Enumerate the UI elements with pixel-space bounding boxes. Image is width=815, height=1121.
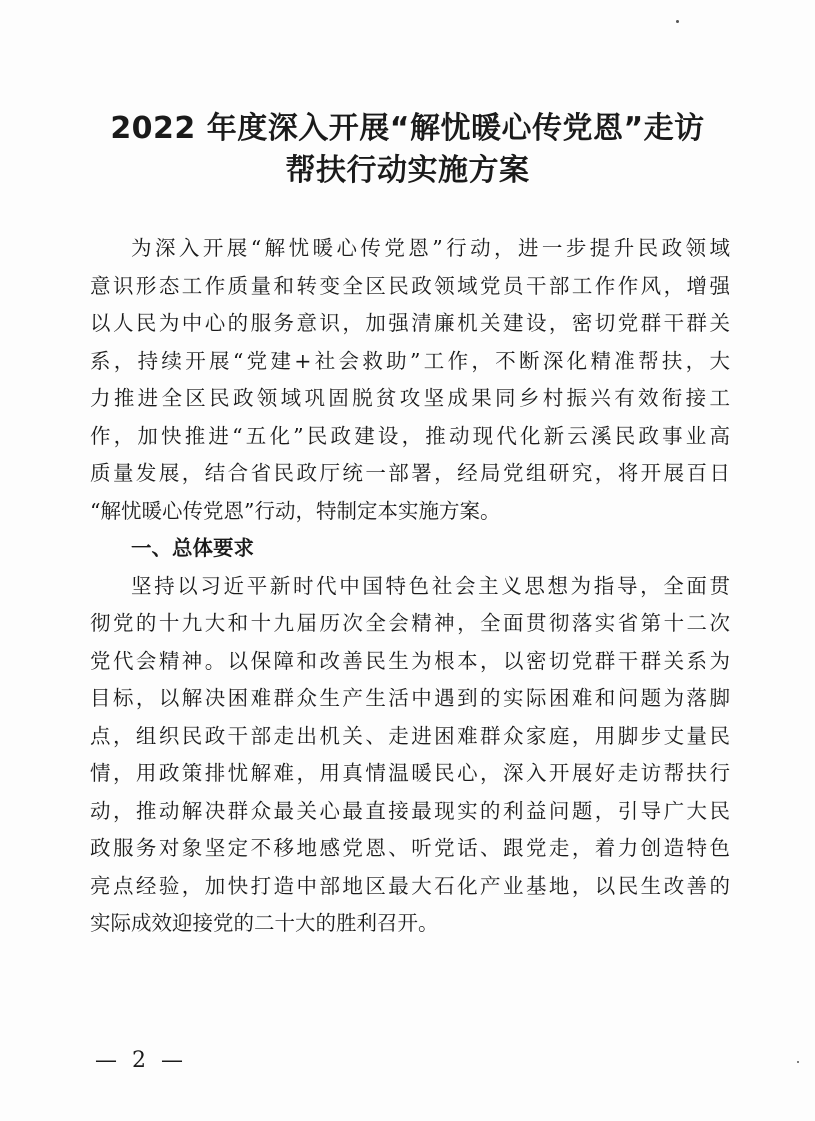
text-line: 彻党的十九大和十九届历次全会精神，全面贯彻落实省第十二次 (90, 611, 730, 635)
section-heading: 一、总体要求 (131, 536, 254, 560)
text-line: 目标，以解决困难群众生产生活中遇到的实际困难和问题为落脚 (90, 686, 730, 710)
text-line: 质量发展，结合省民政厅统一部署，经局党组研究，将开展百日 (90, 461, 730, 485)
title-line-1: 2022 年度深入开展“解忧暖心传党恩”走访 (110, 111, 705, 146)
text-line: 政服务对象坚定不移地感党恩、听党话、跟党走，着力创造特色 (90, 836, 730, 860)
text-line: 亮点经验，加快打造中部地区最大石化产业基地，以民生改善的 (90, 873, 730, 898)
text-line: 坚持以习近平新时代中国特色社会主义思想为指导，全面贯 (131, 573, 730, 598)
text-line: 情，用政策排忧解难，用真情温暖民心，深入开展好走访帮扶行 (90, 761, 730, 785)
text-line: 意识形态工作质量和转变全区民政领域党员干部工作作风，增强 (90, 273, 730, 298)
scan-speck (797, 1061, 799, 1063)
text-line: 以人民为中心的服务意识，加强清廉机关建设，密切党群干群关 (90, 311, 730, 335)
text-line: 作，加快推进“五化”民政建设，推动现代化新云溪民政事业高 (90, 423, 730, 448)
text-line: 为深入开展“解忧暖心传党恩”行动，进一步提升民政领域 (131, 236, 730, 260)
text-line: 党代会精神。以保障和改善民生为根本，以密切党群干群关系为 (90, 648, 730, 673)
text-line: 系，持续开展“党建+社会救助”工作，不断深化精准帮扶，大 (90, 348, 730, 373)
page-number: — 2 — (95, 1048, 187, 1073)
document-body (90, 230, 730, 943)
paragraph-intro (90, 230, 730, 530)
text-line: 实际成效迎接党的二十大的胜利召开。 (90, 911, 439, 935)
text-line: “解忧暖心传党恩”行动，特制定本实施方案。 (90, 498, 501, 523)
title-line-2: 帮扶行动实施方案 (285, 153, 530, 188)
document-title (90, 108, 725, 192)
text-line: 动，推动解决群众最关心最直接最现实的利益问题，引导广大民 (90, 798, 730, 823)
scan-speck (676, 20, 679, 23)
paragraph-general-requirements (90, 568, 730, 943)
text-line: 力推进全区民政领域巩固脱贫攻坚成果同乡村振兴有效衔接工 (90, 386, 730, 410)
text-line: 点，组织民政干部走出机关、走进困难群众家庭，用脚步丈量民 (90, 723, 730, 748)
